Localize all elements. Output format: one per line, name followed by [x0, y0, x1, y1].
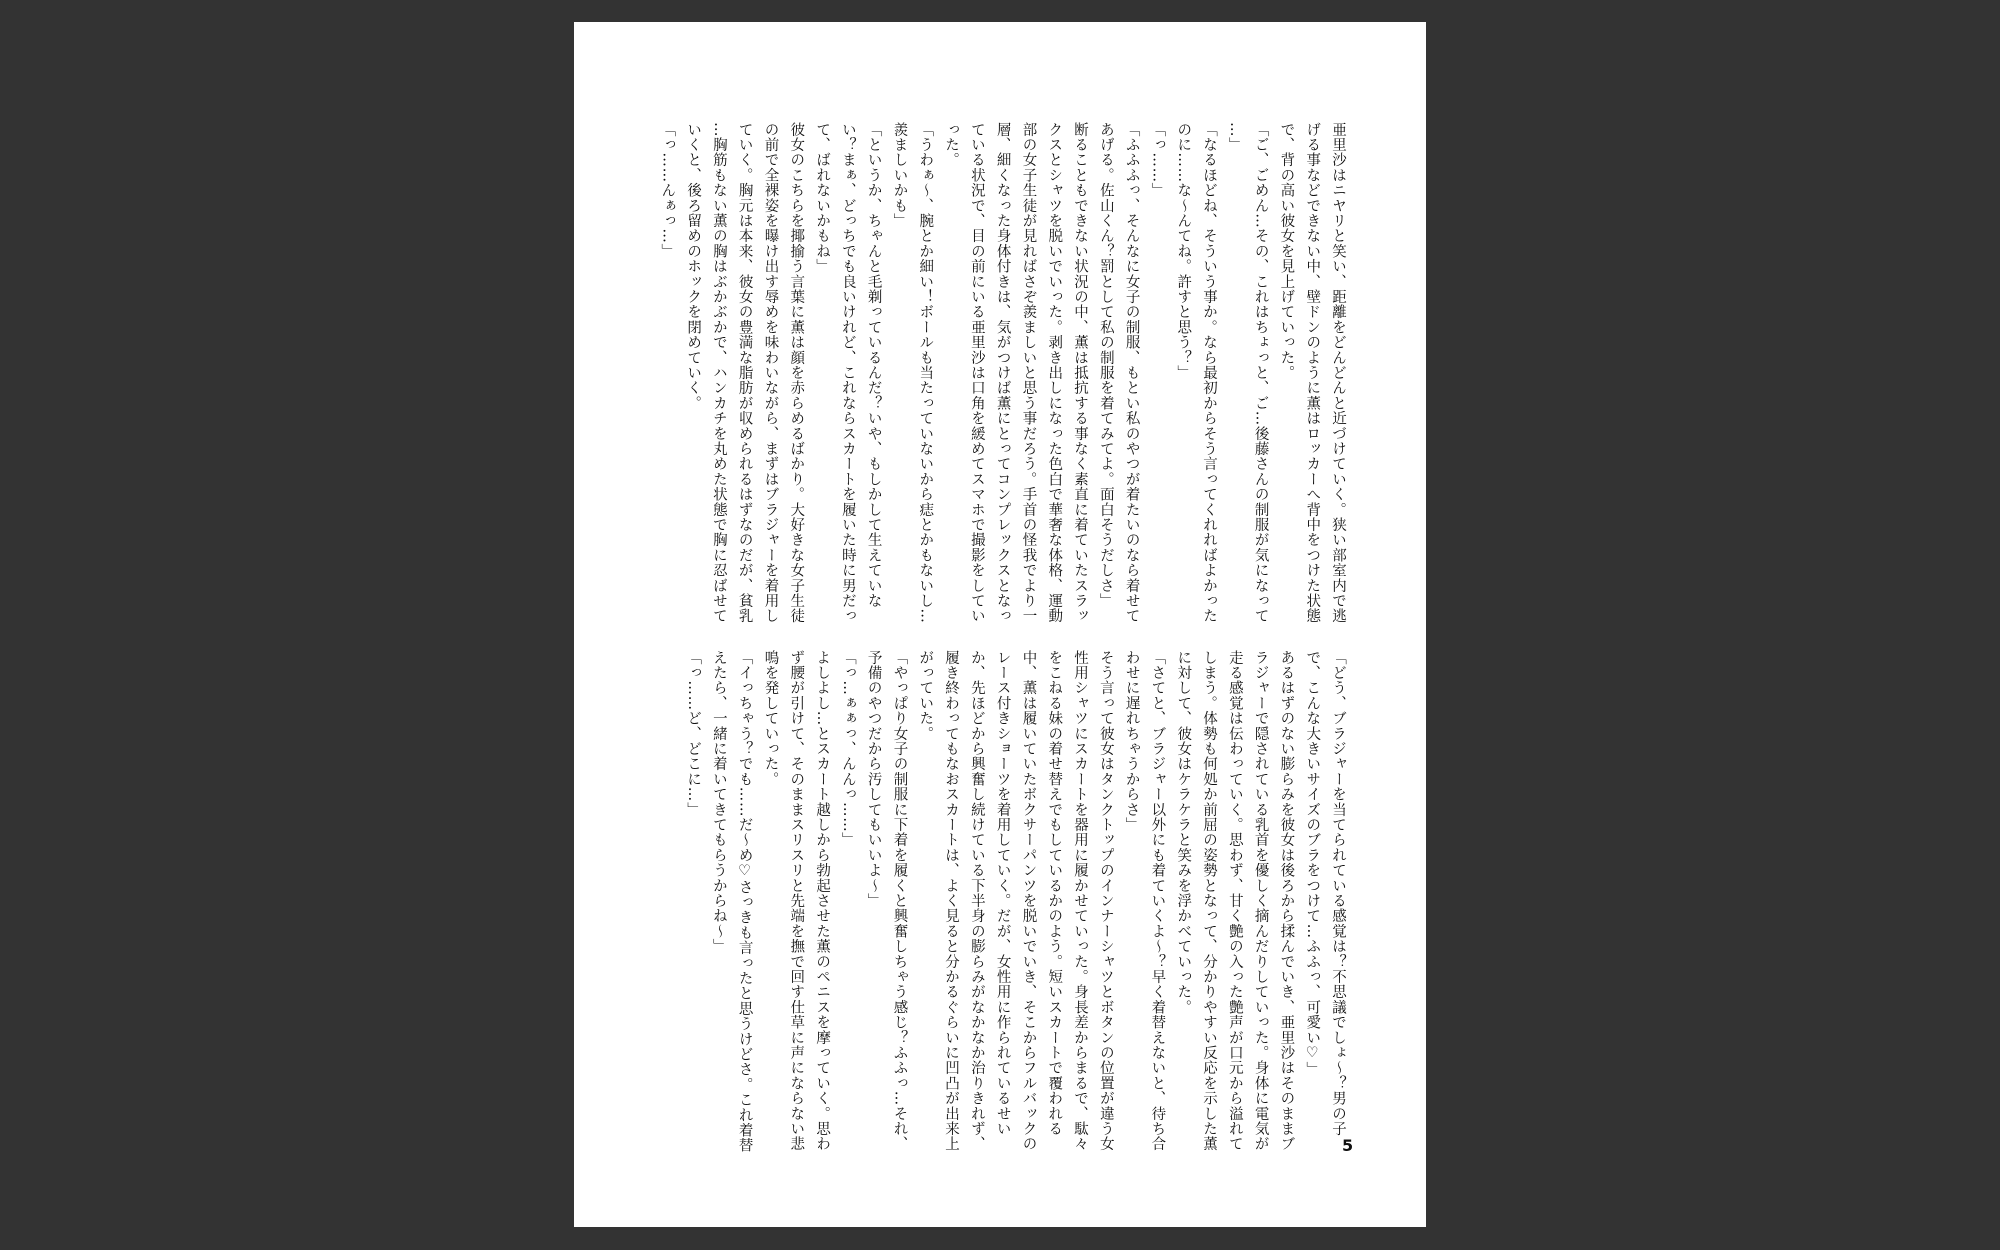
text-line: の前で全裸姿を曝け出す辱めを味わいながら、まずはブラジャーを着用し: [762, 122, 779, 624]
text-line: 走る感覚は伝わっていく。思わず、甘く艶の入った艶声が口元から溢れて: [1226, 650, 1243, 1152]
text-line: しまう。体勢も何処か前屈の姿勢となって、分かりやすい反応を示した薫: [1201, 650, 1218, 1152]
text-line: ている状況で、目の前にいる亜里沙は口角を緩めてスマホで撮影をしてい: [968, 122, 985, 624]
text-line: 「さてと、ブラジャー以外にも着ていくよ〜？早く着替えないと、待ち合: [1149, 650, 1166, 1152]
text-line: いくと、後ろ留めのホックを閉めていく。: [685, 122, 702, 411]
text-line: 「っ…ぁぁっ、んんっ……」: [839, 650, 856, 848]
text-line: レース付きショーツを着用していく。だが、女性用に作られているせい: [994, 650, 1011, 1137]
text-line: 「ふふふっ、そんなに女子の制服、もとい私のやつが着たいのなら着せて: [1123, 122, 1140, 624]
text-line: …」: [1226, 122, 1243, 153]
text-line: った。: [943, 122, 960, 168]
text-line: 性用シャツにスカートを器用に履かせていった。身長差からまるで、駄々: [1072, 650, 1089, 1152]
text-line: えたら、一緒に着いてきてもらうからね〜」: [710, 650, 727, 954]
text-line: に対して、彼女はケラケラと笑みを浮かべていった。: [1175, 650, 1192, 1015]
text-line: 断ることもできない状況の中、薫は抵抗する事なく素直に着ていたスラッ: [1072, 122, 1089, 624]
text-line: 「ご、ごめん…その、これはちょっと、ご…後藤さんの制服が気になって: [1252, 122, 1269, 624]
text-line: 「っ……ど、どこに…」: [685, 650, 702, 818]
text-line: よしよし…とスカート越しから勃起させた薫のペニスを摩っていく。思わ: [814, 650, 831, 1152]
text-line: 中、薫は履いていたボクサーパンツを脱いでいき、そこからフルバックの: [1020, 650, 1037, 1152]
text-line: 「イっちゃう？でも……だ〜め♡さっきも言ったと思うけどさ。これ着替: [736, 650, 753, 1154]
text-line: で、こんな大きいサイズのブラをつけて…ふふっ、可愛い♡」: [1304, 650, 1321, 1078]
text-line: そう言って彼女はタンクトップのインナーシャツとボタンの位置が違う女: [1097, 650, 1114, 1152]
text-line: げる事などできない中、壁ドンのように薫はロッカーへ背中をつけた状態: [1304, 122, 1321, 624]
text-line: 「っ……んぁっ…」: [659, 122, 676, 259]
text-line: 部の女子生徒が見ればさぞ羨ましいと思う事だろう。手首の怪我でより一: [1020, 122, 1037, 624]
text-line: 「やっぱり女子の制服に下着を履くと興奮しちゃう感じ？ふふっ…それ、: [891, 650, 908, 1152]
text-line: 鳴を発していった。: [762, 650, 779, 787]
text-line: か、先ほどから興奮し続けている下半身の膨らみがなかなか治りきれず、: [968, 650, 985, 1152]
text-line: わせに遅れちゃうからさ」: [1123, 650, 1140, 833]
text-block-top: [653, 122, 1350, 640]
text-line: 履き終わってもなおスカートは、よく見ると分かるぐらいに凹凸が出来上: [943, 650, 960, 1152]
text-line: ず腰が引けて、そのままスリスリと先端を撫で回す仕草に声にならない悲: [788, 650, 805, 1152]
text-line: がっていた。: [917, 650, 934, 742]
text-line: 彼女のこちらを揶揄う言葉に薫は顔を赤らめるばかり。大好きな女子生徒: [788, 122, 805, 624]
page-number: 5: [1342, 1136, 1354, 1155]
text-line: 「というか、ちゃんと毛剃っているんだ？いや、もしかして生えていな: [865, 122, 882, 609]
text-line: 層、細くなった身体付きは、気がつけば薫にとってコンプレックスとなっ: [994, 122, 1011, 624]
text-line: で、背の高い彼女を見上げていった。: [1278, 122, 1295, 381]
text-line: 「なるほどね、そういう事か。なら最初からそう言ってくれればよかった: [1201, 122, 1218, 624]
text-line: ラジャーで隠されている乳首を優しく摘んだりしていった。身体に電気が: [1252, 650, 1269, 1152]
text-line: 「っ……」: [1149, 122, 1166, 198]
text-line: 亜里沙はニヤリと笑い、距離をどんどんと近づけていく。狭い部室内で逃: [1330, 122, 1346, 624]
text-line: あるはずのない膨らみを彼女は後ろから揉んでいき、亜里沙はそのままブ: [1278, 650, 1295, 1152]
text-line: のに……な〜んてね。許すと思う？」: [1175, 122, 1192, 381]
text-line: をこねる妹の着せ替えでもしているかのよう。短いスカートで覆われる: [1046, 650, 1063, 1137]
text-line: …胸筋もない薫の胸はぶかぶかで、ハンカチを丸めた状態で胸に忍ばせて: [710, 122, 727, 624]
text-line: ていく。胸元は本来、彼女の豊満な脂肪が収められるはずなのだが、貧乳: [736, 122, 753, 624]
text-line: て、ばれないかもね」: [814, 122, 831, 274]
text-line: い？まぁ、どっちでも良いけれど、これならスカートを履いた時に男だっ: [839, 122, 856, 624]
text-block-bottom: [679, 650, 1350, 1168]
text-line: 羨ましいかも」: [891, 122, 908, 229]
document-page: [574, 22, 1426, 1227]
text-line: クスとシャツを脱いでいった。剥き出しになった色白で華奢な体格、運動: [1046, 122, 1063, 624]
text-line: 予備のやつだから汚してもいいよ〜」: [865, 650, 882, 909]
text-line: 「どう、ブラジャーを当てられている感覚は？不思議でしょ〜？男の子: [1330, 650, 1346, 1137]
text-line: 「うわぁ〜、腕とか細い！ボールも当たっていないから痣とかもないし…: [917, 122, 934, 624]
text-line: あげる。佐山くん？罰として私の制服を着てみてよ。面白そうだしさ」: [1097, 122, 1114, 609]
